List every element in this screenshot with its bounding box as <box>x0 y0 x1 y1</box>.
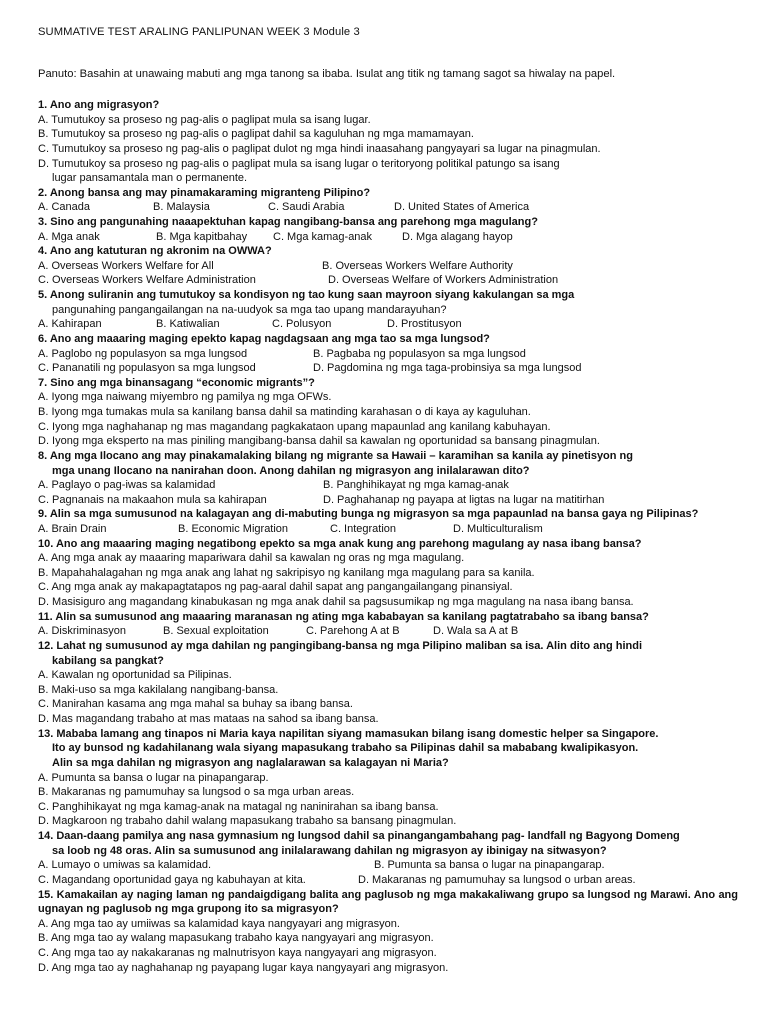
question-14-options-row-2 <box>38 873 738 888</box>
question-13: 13. Mababa lamang ang tinapos ni Maria kaya napilitan siyang mamasukan bilang isang domestic helper sa Singapore. <box>38 727 659 740</box>
question-13-option-a: A. Pumunta sa bansa o lugar na pinapangarap. <box>38 771 269 784</box>
question-15-option-b: B. Ang mga tao ay walang mapasukang trabaho kaya nangyayari ang migrasyon. <box>38 932 434 945</box>
instructions: Panuto: Basahin at unawaing mabuti ang mga tanong sa ibaba. Isulat ang titik ng tamang sagot sa hiwalay na papel. <box>38 68 616 80</box>
question-3-option-d: D. Mga alagang hayop <box>402 230 513 243</box>
question-3-option-a: A. Mga anak <box>38 230 100 243</box>
question-12-continued: kabilang sa pangkat? <box>52 654 164 667</box>
question-10-option-a: A. Ang mga anak ay maaaring mapariwara dahil sa kawalan ng oras ng mga magulang. <box>38 552 465 565</box>
question-3-options <box>38 230 738 245</box>
question-5-option-d: D. Prostitusyon <box>387 318 462 331</box>
question-11-option-d: D. Wala sa A at B <box>433 625 519 638</box>
question-12-option-d: D. Mas magandang trabaho at mas mataas na sahod sa ibang bansa. <box>38 713 379 726</box>
question-14-option-c: C. Magandang oportunidad gaya ng kabuhayan at kita. <box>38 873 306 886</box>
question-2-option-a: A. Canada <box>38 201 90 214</box>
question-5-option-c: C. Polusyon <box>272 318 332 331</box>
question-5: 5. Anong suliranin ang tumutukoy sa kondisyon ng tao kung saan mayroon siyang kakulangan sa mga <box>38 289 575 302</box>
question-1-option-a: A. Tumutukoy sa proseso ng pag-alis o paglipat mula sa isang lugar. <box>38 113 371 126</box>
question-11-option-c: C. Parehong A at B <box>306 625 400 638</box>
question-8-option-d: D. Paghahanap ng payapa at ligtas na lugar na matitirhan <box>323 493 605 506</box>
question-5-continued: pangunahing pangangailangan na na-uudyok sa mga tao upang mandarayuhan? <box>52 303 447 316</box>
question-1-option-c: C. Tumutukoy sa proseso ng pag-alis o paglipat dulot ng mga hindi inaasahang pangyayari sa lugar na pinagmulan. <box>38 142 601 155</box>
question-9-option-a: A. Brain Drain <box>38 522 107 535</box>
question-1-option-b: B. Tumutukoy sa proseso ng pag-alis o paglipat dahil sa kaguluhan ng mga mamamayan. <box>38 128 474 141</box>
question-1: 1. Ano ang migrasyon? <box>38 99 160 111</box>
question-3: 3. Sino ang pangunahing naaapektuhan kapag nangibang-bansa ang parehong mga magulang? <box>38 215 538 228</box>
question-13-option-c: C. Panghihikayat ng mga kamag-anak na matagal ng naninirahan sa ibang bansa. <box>38 800 439 813</box>
question-6-option-d: D. Pagdomina ng mga taga-probinsiya sa mga lungsod <box>313 362 582 375</box>
question-4-option-c: C. Overseas Workers Welfare Administration <box>38 274 256 287</box>
question-8-option-b: B. Panghihikayat ng mga kamag-anak <box>323 479 509 492</box>
question-6-option-a: A. Paglobo ng populasyon sa mga lungsod <box>38 347 248 360</box>
question-15-option-a: A. Ang mga tao ay umiiwas sa kalamidad kaya nangyayari ang migrasyon. <box>38 917 400 930</box>
question-4-options-row-2 <box>38 273 738 288</box>
question-7-option-a: A. Iyong mga naiwang miyembro ng pamilya ng mga OFWs. <box>38 391 332 404</box>
question-12: 12. Lahat ng sumusunod ay mga dahilan ng pangingibang-bansa ng mga Pilipino maliban sa isa. Alin dito ang hindi <box>38 639 643 652</box>
question-1-option-d: D. Tumutukoy sa proseso ng pag-alis o paglipat mula sa isang lugar o teritoryong politikal patungo sa isang <box>38 157 560 170</box>
question-8-options-row-2 <box>38 493 738 508</box>
question-2-option-b: B. Malaysia <box>153 201 210 214</box>
question-13-option-b: B. Makaranas ng pamumuhay sa lungsod o sa mga urban areas. <box>38 786 355 799</box>
question-13-option-d: D. Magkaroon ng trabaho dahil walang mapasukang trabaho sa bansang pinagmulan. <box>38 815 457 828</box>
question-15-option-c: C. Ang mga tao ay nakakaranas ng malnutrisyon kaya nangyayari ang migrasyon. <box>38 947 437 960</box>
question-12-option-c: C. Manirahan kasama ang mga mahal sa buhay sa ibang bansa. <box>38 698 353 711</box>
question-7-option-d: D. Iyong mga eksperto na mas piniling mangibang-bansa dahil sa kawalan ng oportunidad sa bansang pinagmulan. <box>38 435 600 448</box>
question-6-options-row-2 <box>38 361 738 376</box>
question-4-option-d: D. Overseas Welfare of Workers Administration <box>328 274 559 287</box>
question-6: 6. Ano ang maaaring maging epekto kapag nagdagsaan ang mga tao sa mga lungsod? <box>38 332 490 345</box>
question-9-option-c: C. Integration <box>330 522 397 535</box>
question-5-options <box>38 317 738 332</box>
question-8-option-c: C. Pagnanais na makaahon mula sa kahirapan <box>38 493 267 506</box>
question-14-option-d: D. Makaranas ng pamumuhay sa lungsod o urban areas. <box>358 873 636 886</box>
question-1-option-d-continued: lugar pansamantala man o permanente. <box>52 172 248 185</box>
question-9-option-d: D. Multiculturalism <box>453 522 543 535</box>
question-11: 11. Alin sa sumusunod ang maaaring maranasan ng ating mga kababayan sa kanilang pagtatrabaho sa ibang bansa? <box>38 610 649 623</box>
question-6-option-b: B. Pagbaba ng populasyon sa mga lungsod <box>313 347 526 360</box>
question-5-option-a: A. Kahirapan <box>38 318 102 331</box>
question-10-option-c: C. Ang mga anak ay makapagtatapos ng pag-aaral dahil sapat ang pangangailangang pinansiyal. <box>38 581 513 594</box>
question-11-option-b: B. Sexual exploitation <box>163 625 269 638</box>
question-6-options-row-1 <box>38 347 738 362</box>
question-2-option-c: C. Saudi Arabia <box>268 201 345 214</box>
question-4: 4. Ano ang katuturan ng akronim na OWWA? <box>38 245 272 258</box>
question-6-option-c: C. Pananatili ng populasyon sa mga lungsod <box>38 362 256 375</box>
question-13-continued-1: Ito ay bunsod ng kadahilanang wala siyang mapasukang trabaho sa Pilipinas dahil sa mababang kwalipikasyon. <box>52 742 639 755</box>
question-4-option-a: A. Overseas Workers Welfare for All <box>38 259 214 272</box>
question-14-option-b: B. Pumunta sa bansa o lugar na pinapangarap. <box>374 859 605 872</box>
question-7-option-b: B. Iyong mga tumakas mula sa kanilang bansa dahil sa matinding karahasan o di kaya ay kaguluhan. <box>38 406 531 419</box>
question-8-option-a: A. Paglayo o pag-iwas sa kalamidad <box>38 479 216 492</box>
question-10-option-b: B. Mapahahalagahan ng mga anak ang lahat ng sakripisyo ng kanilang mga magulang para sa kanila. <box>38 566 535 579</box>
question-10: 10. Ano ang maaaring maging negatibong epekto sa mga anak kung ang parehong magulang ay nasa ibang bansa? <box>38 537 642 550</box>
question-14-options-row-1 <box>38 858 738 873</box>
question-10-option-d: D. Masisiguro ang magandang kinabukasan ng mga anak dahil sa pagsusumikap ng mga magulang na nasa ibang bansa. <box>38 596 634 609</box>
question-9-option-b: B. Economic Migration <box>178 522 289 535</box>
question-14-continued: sa loob ng 48 oras. Alin sa sumusunod ang inilalarawang dahilan ng migrasyon ay ibinigay na sitwasyon? <box>52 844 607 857</box>
question-9-options <box>38 522 738 537</box>
question-2-options <box>38 200 738 215</box>
question-15-option-d: D. Ang mga tao ay naghahanap ng payapang lugar kaya nangyayari ang migrasyon. <box>38 961 449 974</box>
page-title: SUMMATIVE TEST ARALING PANLIPUNAN WEEK 3 Module 3 <box>38 26 360 38</box>
question-4-option-b: B. Overseas Workers Welfare Authority <box>322 259 513 272</box>
question-14-option-a: A. Lumayo o umiwas sa kalamidad. <box>38 859 212 872</box>
question-2: 2. Anong bansa ang may pinamakaraming migranteng Pilipino? <box>38 186 371 199</box>
question-7-option-c: C. Iyong mga naghahanap ng mas magandang pagkakataon upang mapaunlad ang kanilang kabuhayan. <box>38 420 551 433</box>
question-9: 9. Alin sa mga sumusunod na kalagayan ang di-mabuting bunga ng migrasyon sa mga papaunlad na bansa gaya ng Pilipinas? <box>38 508 699 521</box>
question-14: 14. Daan-daang pamilya ang nasa gymnasium ng lungsod dahil sa pinangangambahang pag- landfall ng Bagyong Domeng <box>38 830 680 843</box>
question-12-option-b: B. Maki-uso sa mga kakilalang nangibang-bansa. <box>38 683 279 696</box>
question-list <box>38 98 738 975</box>
question-4-options-row-1 <box>38 259 738 274</box>
question-11-option-a: A. Diskriminasyon <box>38 625 127 638</box>
question-3-option-c: C. Mga kamag-anak <box>273 230 373 243</box>
question-8-continued: mga unang Ilocano na nanirahan doon. Anong dahilan ng migrasyon ang inilalarawan dito? <box>52 464 530 477</box>
question-12-option-a: A. Kawalan ng oportunidad sa Pilipinas. <box>38 669 232 682</box>
question-15: 15. Kamakailan ay naging laman ng pandaigdigang balita ang paglusob ng mga makakaliwang grupo sa lungsod ng Marawi. Ano ang ugnayan ng paglusob ng mga grupong ito sa migrasyon? <box>38 888 738 916</box>
question-8: 8. Ang mga Ilocano ang may pinakamalaking bilang ng migrante sa Hawaii – karamihan sa kanila ay pinetisyon ng <box>38 449 633 462</box>
question-2-option-d: D. United States of America <box>394 201 530 214</box>
question-11-options <box>38 624 738 639</box>
question-13-continued-2: Alin sa mga dahilan ng migrasyon ang naglalarawan sa kalagayan ni Maria? <box>52 756 449 769</box>
question-7: 7. Sino ang mga binansagang “economic migrants”? <box>38 376 315 389</box>
question-5-option-b: B. Katiwalian <box>156 318 220 331</box>
question-8-options-row-1 <box>38 478 738 493</box>
question-3-option-b: B. Mga kapitbahay <box>156 230 248 243</box>
